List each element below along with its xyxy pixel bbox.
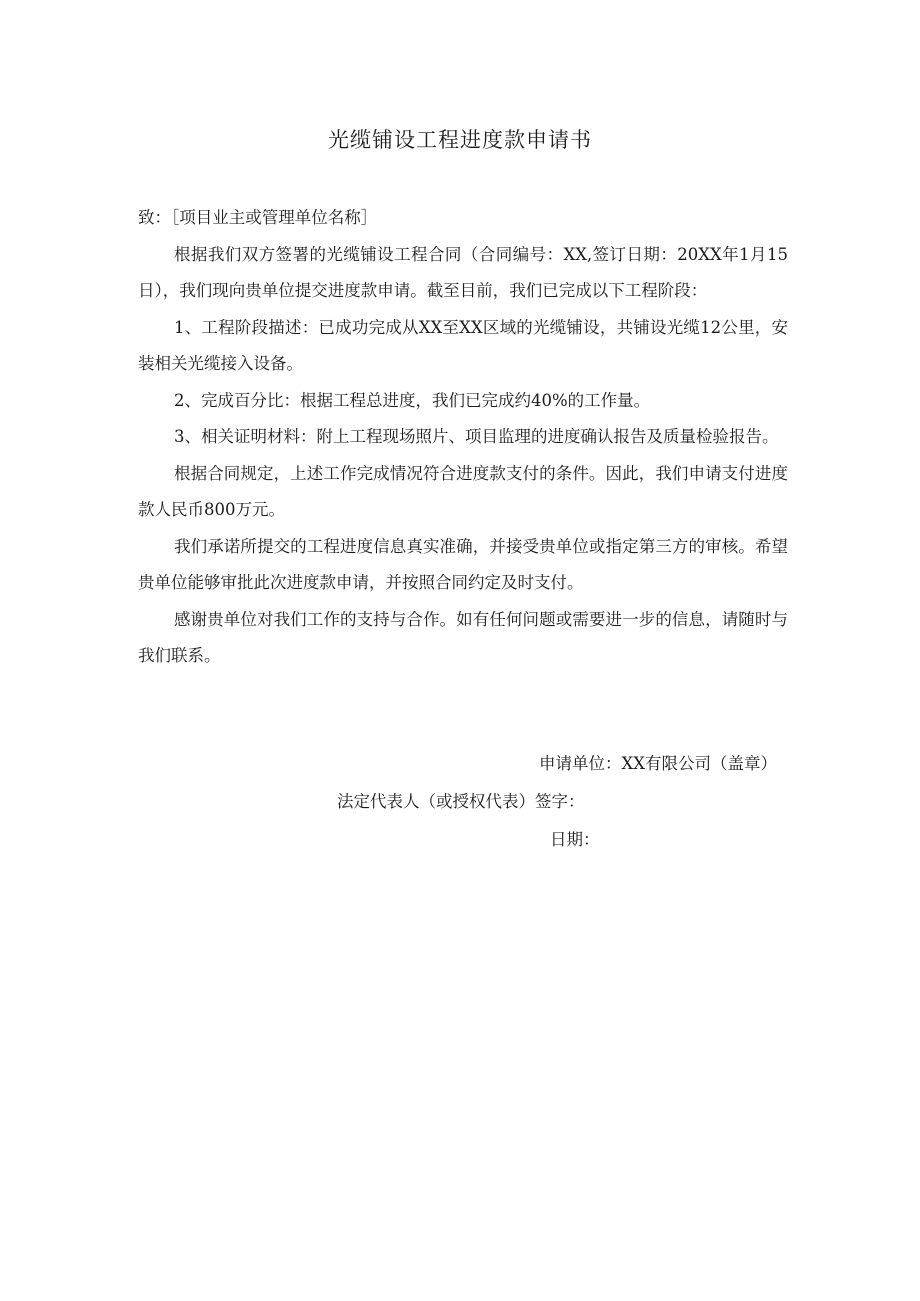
representative-signature-line: 法定代表人（或授权代表）签字： [337, 792, 585, 811]
paragraph-commitment: 我们承诺所提交的工程进度信息真实准确，并接受贵单位或指定第三方的审核。希望贵单位能够审批此次进度款申请，并按照合同约定及时支付。 [138, 536, 788, 592]
document-body [138, 200, 788, 675]
paragraph-stage-description: 1、工程阶段描述：已成功完成从XX至XX区域的光缆铺设，共铺设光缆12公里，安装相关光缆接入设备。 [138, 317, 788, 373]
paragraph-supporting-materials: 3、相关证明材料：附上工程现场照片、项目监理的进度确认报告及质量检验报告。 [174, 427, 779, 446]
paragraph-intro: 根据我们双方签署的光缆铺设工程合同（合同编号：XX,签订日期：20XX年1月15日），我们现向贵单位提交进度款申请。截至目前，我们已完成以下工程阶段： [138, 244, 788, 300]
paragraph-thanks: 感谢贵单位对我们工作的支持与合作。如有任何问题或需要进一步的信息，请随时与我们联系。 [138, 609, 788, 665]
recipient-line: 致：［项目业主或管理单位名称］ [138, 208, 378, 227]
paragraph-payment-request: 根据合同规定，上述工作完成情况符合进度款支付的条件。因此，我们申请支付进度款人民币800万元。 [138, 463, 788, 519]
document-title: 光缆铺设工程进度款申请书 [328, 128, 592, 152]
applicant-line: 申请单位：XX有限公司（盖章） [539, 754, 777, 773]
paragraph-completion-percentage: 2、完成百分比：根据工程总进度，我们已完成约40%的工作量。 [174, 390, 651, 410]
date-line: 日期： [550, 830, 600, 849]
